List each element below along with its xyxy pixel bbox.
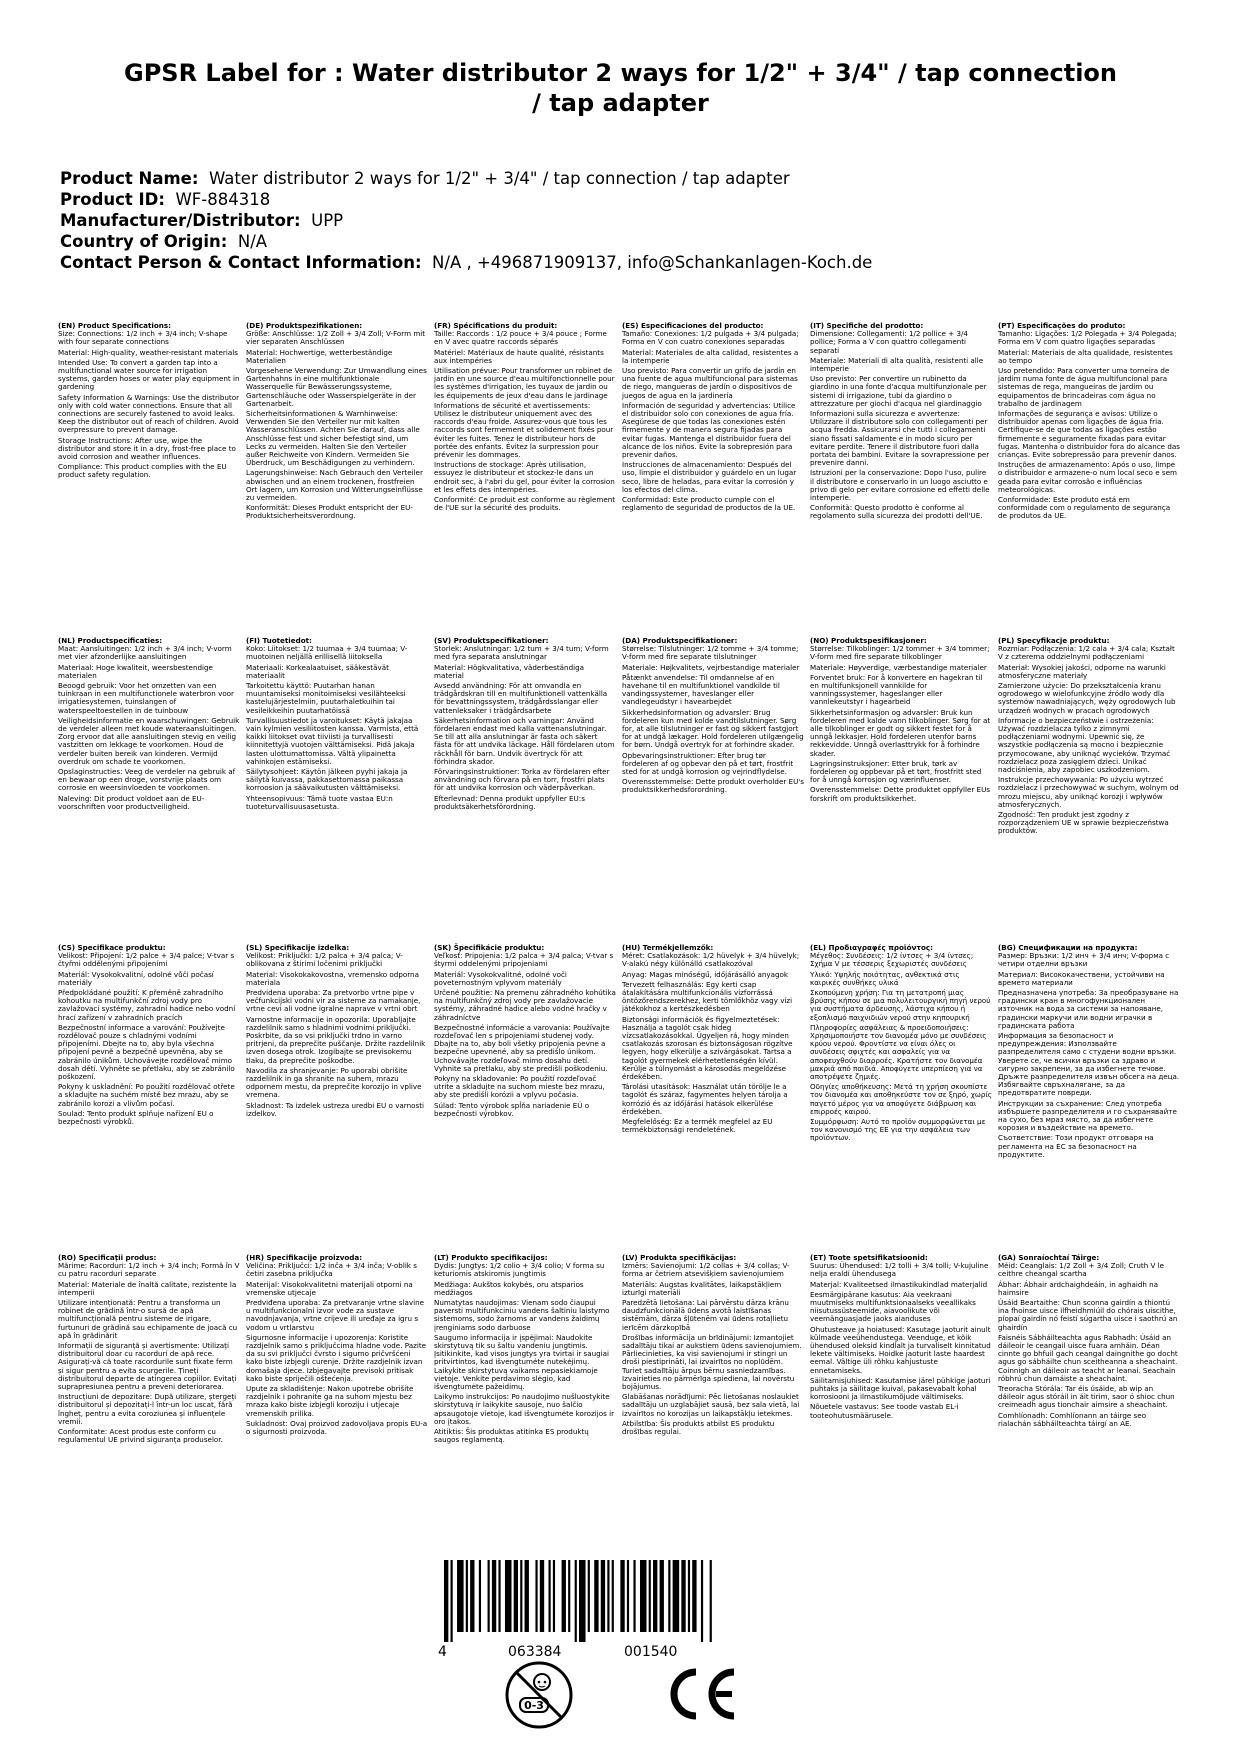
language-block-paragraph: Størrelse: Tilkoblinger: 1/2 tommer + 3/4 tommer; V-form med fire separate tilkoblinger bbox=[810, 644, 990, 662]
language-block-paragraph: Инструкции за съхранение: След употреба избършете разпределителя и го съхранявайте на сухо, без мраз място, за да избегнете корозия и въздействие на времето. bbox=[998, 1098, 1177, 1133]
language-block-paragraph: Paredzētā lietošana: Lai pārvērstu dārza krānu daudzfunkcionālā ūdens avotā laistīšanas sistēmām, dārza šļūtenēm vai ūdens rotaļlietu ierīcēm dārzkopībā bbox=[622, 1298, 789, 1332]
barcode-bar bbox=[466, 1560, 468, 1632]
language-block-paragraph: Megfelelőség: Ez a termék megfelel az EU termékbiztonsági rendeletének. bbox=[622, 1117, 773, 1135]
language-block-heading: (EL) Προδιαγραφές προϊόντος: bbox=[810, 943, 933, 952]
language-block-paragraph: Opbevaringsinstruktioner: Efter brug tør fordeleren af og opbevar den på et tørt, frostfrit sted for at undgå korrosion og vejrindflydelse. bbox=[622, 750, 794, 777]
language-block-paragraph: Navodila za shranjevanje: Po uporabi obrišite razdelilnik in ga shranite na suhem, mrazu odpornem mestu, da preprečite korozijo in vplive vremena. bbox=[246, 1065, 422, 1100]
language-block-paragraph: Velikost: Priključki: 1/2 palca + 3/4 palca; V-oblikovana z štirimi ločenimi priključki bbox=[246, 951, 403, 969]
barcode-bar bbox=[653, 1560, 657, 1632]
barcode-bar bbox=[470, 1560, 474, 1632]
language-block-paragraph: Intended Use: To convert a garden tap into a multifunctional water source for irrigation systems, garden hoses or water play equipment in gardening bbox=[58, 357, 240, 392]
language-block-paragraph: Glabāšanas norādījumi: Pēc lietošanas noslaukiet sadalītāju un uzglabājiet sausā, bez sala vietā, lai izvairītos no korozijas un laikapstākļu ietekmes. bbox=[622, 1392, 800, 1418]
language-block-paragraph: Instrucțiuni de depozitare: După utilizare, ștergeți distribuitorul și depozitați-l într-un loc uscat, fără îngheț, pentru a evita coroziunea și influențele vremii. bbox=[58, 1392, 237, 1426]
language-block-paragraph: Méid: Ceanglais: 1/2 Zoll + 3/4 Zoll; Cruth V le ceithre cheangal scartha bbox=[998, 1261, 1165, 1279]
product-id-row bbox=[60, 189, 1180, 210]
language-block-paragraph: Storage Instructions: After use, wipe the distributor and store it in a dry, frost-free place to avoid corrosion and weather influences. bbox=[58, 435, 236, 462]
contact-row bbox=[60, 252, 1180, 273]
language-block-heading: (LV) Produkta specifikācijas: bbox=[622, 1253, 737, 1262]
language-block-paragraph: Säilytysohjeet: Käytön jälkeen pyyhi jakaja ja säilytä kuivassa, pakkasettomassa paikassa korroosion ja säävaikutusten välttämiseksi. bbox=[246, 767, 408, 793]
language-block bbox=[622, 944, 810, 1161]
language-block-paragraph: Utilisation prévue: Pour transformer un robinet de jardin en une source d'eau multifonctionnelle pour les systèmes d'irrigation, les tuyaux de jardin ou les équipements de jeux d'eau dans le jardinage bbox=[434, 366, 615, 400]
language-block-paragraph: Predviđena uporaba: Za pretvaranje vrtne slavine u multifunkcionalni izvor vode za sustave navodnjavanja, vrtne crijeve ili uređaje za igru s vodom u vrtlarstvu bbox=[246, 1298, 424, 1332]
language-block bbox=[246, 944, 434, 1161]
language-block-paragraph: Treoracha Stórála: Tar éis úsáide, ab wip an dáileoir agus stóráil in áit tirim, saor ó shioc chun creimeadh agus tionchair aimsire a sheachaint. bbox=[998, 1384, 1175, 1410]
barcode-bar bbox=[701, 1560, 703, 1642]
language-block bbox=[998, 944, 1186, 1161]
language-block-paragraph: Materiał: Wysokiej jakości, odporne na warunki atmosferyczne materiały bbox=[998, 662, 1166, 680]
language-block-paragraph: Utilizare intenționată: Pentru a transforma un robinet de grădină într-o sursă de apă multifuncțională pentru sisteme de irigare, furtunuri de grădină sau echipamente de joacă cu apă în grădinărit bbox=[58, 1298, 238, 1340]
language-block-paragraph: Matériel: Matériaux de haute qualité, résistants aux intempéries bbox=[434, 347, 604, 365]
country-value: N/A bbox=[237, 232, 268, 251]
product-id-value: WF-884318 bbox=[175, 190, 271, 209]
language-block-heading: (CS) Specifikace produktu: bbox=[58, 943, 166, 952]
language-block-paragraph: Sicherheitsinformationen & Warnhinweise: Verwenden Sie den Verteiler nur mit kalten Wasseranschlüssen. Achten Sie darauf, dass alle Anschlüsse fest und sicher befestigt sind, um Lecks zu vermeiden. Halten Sie den Verteiler außer Reichweite von Kindern. Vermeiden Sie Überdruck, um Beschädigungen zu verhindern. bbox=[246, 409, 420, 468]
language-block-paragraph: Material: Högkvalitativa, väderbeständiga material bbox=[434, 662, 584, 680]
language-block bbox=[58, 944, 246, 1161]
language-block-paragraph: Eesmärgipärane kasutus: Aia veekraani muutmiseks multifunktsionaalseks veeallikaks niisutussüsteemide, aiavoolikute või veemänguasjade jaoks aianduses bbox=[810, 1289, 976, 1324]
language-block-paragraph: Size: Connections: 1/2 inch + 3/4 inch; V-shape with four separate connections bbox=[58, 329, 228, 347]
language-block-paragraph: Predvidena uporaba: Za pretvorbo vrtne pipe v večfunkcijski vodni vir za sisteme za namakanje, vrtne cevi ali vodne igralne naprave v vrtni obrt bbox=[246, 988, 421, 1014]
language-block-paragraph: Biztonsági információk és figyelmeztetések: Használja a tagolót csak hideg vízcsatlakozásokkal. Ügyeljen rá, hogy minden csatlakozás szorosan és biztonságosan rögzítve legyen, hogy elkerülje a szivárgásokat. Tartsa a tagolót gyermekek elérhetetlenségén kívül. Kerülje a túlnyomást a károsodás megelőzése érdekében. bbox=[622, 1014, 793, 1082]
barcode-bar bbox=[579, 1560, 586, 1642]
language-block-paragraph: Instrucciones de almacenamiento: Después del uso, limpie el distribuidor y guárdelo en un lugar seco, libre de heladas, para evitar la corrosión y los efectos del clima. bbox=[622, 460, 797, 494]
ce-mark-icon bbox=[666, 1666, 738, 1722]
language-block-paragraph: Säilitamisjuhised: Kasutamise järel pühkige jaoturi puhtaks ja säilitage kuival, pakasevabalt kohal korrosiooni ja ilmastikumõjude vältimiseks. bbox=[810, 1375, 991, 1402]
language-block-paragraph: Uso previsto: Per convertire un rubinetto da giardino in una fonte d'acqua multifunzionale per sistemi di irrigazione, tubi da giardino o attrezzature per giochi d'acqua nel giardinaggio bbox=[810, 374, 987, 408]
language-block-paragraph: Sikkerhetsinformasjon og advarsler: Bruk kun fordeleren med kalde vann tilkoblinger. Sørg for at alle tilkoblinger er godt og sikkert festet for å unngå lekkasjer. Hold fordeleren utenfor barns rekkevidde. Unngå overlasttrykk for å forhindre skader. bbox=[810, 707, 991, 758]
language-block-paragraph: Uso previsto: Para convertir un grifo de jardín en una fuente de agua multifuncional para sistemas de riego, mangueras de jardín o dispositivos de juegos de agua en la jardinería bbox=[622, 366, 798, 400]
language-row-1 bbox=[58, 322, 1186, 523]
svg-text:0-3: 0-3 bbox=[524, 1699, 544, 1712]
language-block-heading: (LT) Produkto specifikacijos: bbox=[434, 1253, 548, 1262]
language-block-paragraph: Nõuetele vastavus: See toode vastab EL-i tooteohutusmäärusele. bbox=[810, 1402, 959, 1420]
language-block-paragraph: Conformité: Ce produit est conforme au règlement de l'UE sur la sécurité des produits. bbox=[434, 495, 616, 513]
language-block-paragraph: Faisnéis Sábháilteachta agus Rabhadh: Úsáid an dáileoir le ceangail uisce fuara amháin. Déan cinnte go bhfuil gach ceangal daingnithe go docht agus go sábháilte chun sceitheanna a sheachaint. Coinnigh an dáileoir as teacht ar leanaí. Seachain róbhrú chun damáiste a sheachaint. bbox=[998, 1332, 1178, 1383]
language-block-paragraph: Συμμόρφωση: Αυτό το προϊόν συμμορφώνεται με τον κανονισμό της ΕΕ για την ασφάλεια των προϊόντων. bbox=[810, 1117, 986, 1143]
language-block bbox=[998, 322, 1186, 523]
barcode-bar bbox=[575, 1560, 577, 1642]
barcode-bar bbox=[640, 1560, 647, 1632]
language-block-paragraph: Informazioni sulla sicurezza e avvertenze: Utilizzare il distributore solo con collegamenti per acqua fredda. Assicurarsi che tutti i collegamenti siano fissati saldamente e in modo sicuro per evitare perdite. Tenere il distributore fuori dalla portata dei bambini. Evitare la sovrapressione per prevenire danni. bbox=[810, 409, 990, 468]
language-block-heading: (GA) Sonraíochtaí Táirge: bbox=[998, 1253, 1100, 1262]
barcode-bar bbox=[627, 1560, 629, 1632]
language-block-paragraph: Medžiaga: Aukštos kokybės, oru atsparios medžiagos bbox=[434, 1279, 584, 1297]
language-block-paragraph: Πληροφορίες ασφάλειας & προειδοποιήσεις: Χρησιμοποιήστε τον διανομέα μόνο με συνδέσεις κρύου νερού. Φροντίστε να είναι όλες οι συνδέσεις σφιχτές και ασφαλείς για να αποφευχθούν διαρροές. Κρατήστε τον διανομέα μακριά από παιδιά. Αποφύγετε υπερπίεση για να αποτρέψετε ζημιές. bbox=[810, 1022, 987, 1082]
language-block-heading: (PL) Specyfikacje produktu: bbox=[998, 636, 1110, 645]
barcode-bar bbox=[607, 1560, 609, 1632]
language-block-paragraph: Pokyny k uskladnění: Po použití rozdělovač otřete a skladujte na suchém místě bez mrazu, aby se zabránilo korozi a vlivům počasí. bbox=[58, 1082, 235, 1108]
barcode-digits-left: 063384 bbox=[508, 1644, 562, 1660]
language-block-paragraph: Sigurnosne informacije i upozorenja: Koristite razdjelnik samo s priključcima hladne vode. Pazite da su svi priključci čvrsto i sigurno pričvršćeni kako biste izbjegli curenje. Držite razdjelnik izvan domašaja djece. Izbjegavajte previsoki pritisak kako biste spriječili oštećenja. bbox=[246, 1332, 427, 1383]
language-block-paragraph: Suurus: Ühendused: 1/2 tolli + 3/4 tolli; V-kujuline nelja eraldi ühendusega bbox=[810, 1261, 989, 1279]
language-block bbox=[434, 1254, 622, 1446]
language-block-paragraph: Maat: Aansluitingen: 1/2 inch + 3/4 inch; V-vorm met vier afzonderlijke aansluitingen bbox=[58, 644, 232, 662]
language-block-heading: (ES) Especificaciones del producto: bbox=[622, 321, 764, 330]
language-block bbox=[246, 1254, 434, 1446]
language-row-3 bbox=[58, 944, 1186, 1161]
language-block-heading: (FI) Tuotetiedot: bbox=[246, 636, 312, 645]
language-block-heading: (HU) Termékjellemzők: bbox=[622, 943, 714, 952]
language-block-paragraph: Informacje o bezpieczeństwie i ostrzeżenia: Używać rozdzielacza tylko z zimnymi podłączeniami wodnymi. Upewnić się, że wszystkie podłączenia są mocno i bezpiecznie przymocowane, aby uniknąć wycieków. Trzymać rozdzielacz poza zasięgiem dzieci. Unikać nadciśnienia, aby zapobiec uszkodzeniom. bbox=[998, 715, 1171, 775]
language-block-heading: (DA) Produktspecifikationer: bbox=[622, 636, 738, 645]
language-block-paragraph: Conformità: Questo prodotto è conforme al regolamento sulla sicurezza dei prodotti dell'UE. bbox=[810, 503, 983, 521]
barcode-bar bbox=[451, 1560, 453, 1642]
language-block-paragraph: Größe: Anschlüsse: 1/2 Zoll + 3/4 Zoll; V-Form mit vier separaten Anschlüssen bbox=[246, 329, 426, 347]
language-block-paragraph: Instruções de armazenamento: Após o uso, limpe o distribuidor e armazene-o num local seco e sem geada para evitar corrosão e influências meteorológicas. bbox=[998, 460, 1177, 494]
language-block-paragraph: Veiligheidsinformatie en waarschuwingen: Gebruik de verdeler alleen met koude wateraansluitingen. Zorg ervoor dat alle aansluitingen stevig en veilig vastzitten om lekkage te voorkomen. Houd de verdeler buiten bereik van kinderen. Vermijd overdruk om schade te voorkomen. bbox=[58, 715, 240, 766]
language-block-paragraph: Předpokládané použití: K přeměně zahradního kohoutku na multifunkční zdroj vody pro zavlažovací systémy, zahradní hadice nebo vodní hrací zařízení v zahradních pracích bbox=[58, 988, 236, 1022]
language-block-paragraph: Bezpečnostné informácie a varovania: Používajte rozdeľovač len s pripojeniami studenej vody. Dbajte na to, aby boli všetky pripojenia pevne a bezpečne upevnené, aby sa predišlo únikom. Uchovávajte rozdeľovač mimo dosahu detí. Vyhnite sa pretlaku, aby ste predišli poškodeniu. bbox=[434, 1022, 610, 1073]
language-block-paragraph: Overensstemmelse: Dette produktet oppfyller EUs forskrift om produktsikkerhet. bbox=[810, 785, 991, 803]
language-block-paragraph: Materiale: Høyverdige, værbestandige materialer bbox=[810, 662, 987, 672]
language-block-paragraph: Skladnost: Ta izdelek ustreza uredbi EU o varnosti izdelkov. bbox=[246, 1100, 424, 1118]
language-block-heading: (ET) Toote spetsifikatsioonid: bbox=[810, 1253, 928, 1262]
barcode-bar bbox=[498, 1560, 500, 1632]
language-block-paragraph: Sukladnost: Ovaj proizvod zadovoljava propis EU-a o sigurnosti proizvoda. bbox=[246, 1418, 428, 1437]
language-block bbox=[810, 322, 998, 523]
language-block-paragraph: Saugumo informacija ir įspėjimai: Naudokite skirstytuvą tik su šaltu vandeniu jungtimis. Įsitikinkite, kad visos jungtys yra tvirtai ir saugiai pritvirtintos, kad išvengtumėte nutekėjimų. Laikykite skirstytuvą vaikams nepasiekiamoje vietoje. Venkite perdavimo slėgio, kad išvengtumėte pažeidimų. bbox=[434, 1332, 610, 1392]
language-block-paragraph: Dimensione: Collegamenti: 1/2 pollice + 3/4 pollice; Forma a V con quattro collegamenti separati bbox=[810, 329, 968, 355]
language-block-heading: (SV) Produktspecifikationer: bbox=[434, 636, 549, 645]
language-block-paragraph: Conformidad: Este producto cumple con el reglamento de seguridad de productos de la UE. bbox=[622, 495, 796, 513]
language-block-paragraph: Размер: Връзки: 1/2 инч + 3/4 инч; V-форма с четири отделни връзки bbox=[998, 951, 1170, 969]
language-block-heading: (EN) Product Specifications: bbox=[58, 321, 171, 330]
language-block-paragraph: Förvaringsinstruktioner: Torka av fördelaren efter användning och förvara på en torr, frostfri plats för att undvika korrosion och väderpåverkan. bbox=[434, 767, 610, 793]
page-title: GPSR Label for : Water distributor 2 ways for 1/2" + 3/4" / tap connection / tap adapter bbox=[124, 59, 1117, 117]
language-block-heading: (FR) Spécifications du produit: bbox=[434, 321, 558, 330]
language-block-paragraph: Numatytas naudojimas: Vienam sodo čiaupui paversti multifunkciniu vandens šaltiniu laistymo sistemoms, sodo žarnoms ar vandens žaidimų įrenginiams sodo darbuose bbox=[434, 1298, 610, 1332]
product-info bbox=[60, 168, 1180, 273]
barcode-bar bbox=[488, 1560, 490, 1632]
language-block-paragraph: Uso pretendido: Para converter uma torneira de jardim numa fonte de água multifuncional para sistemas de rega, mangueiras de jardim ou equipamentos de brincadeiras com água no trabalho de jardinagem bbox=[998, 366, 1170, 408]
language-block-paragraph: Určené použitie: Na premenu záhradného kohútika na multifunkčný zdroj vody pre zavlažovacie systémy, záhradné hadice alebo vodné hračky v záhradníctve bbox=[434, 988, 616, 1022]
barcode-bar bbox=[588, 1560, 590, 1632]
barcode-bar bbox=[457, 1560, 464, 1632]
language-block-paragraph: Material: Materiais de alta qualidade, resistentes ao tempo bbox=[998, 347, 1173, 365]
language-block-heading: (NL) Productspecificaties: bbox=[58, 636, 163, 645]
barcode-bar bbox=[492, 1560, 496, 1632]
language-block-paragraph: Informații de siguranță și avertismente: Utilizați distribuitorul doar cu racorduri de apă rece. Asigurați-vă că toate racordurile sunt fixate ferm și sigur pentru a evita scurgerile. Țineți distribuitorul departe de atingerea copiilor. Evitați suprapresiunea pentru a preveni deteriorarea. bbox=[58, 1341, 237, 1392]
barcode-bar bbox=[668, 1560, 670, 1632]
language-block-paragraph: Turvallisuustiedot ja varoitukset: Käytä jakajaa vain kylmien vesiliitosten kanssa. Varmista, että kaikki liitokset ovat tiiviisti ja turvallisesti kiinnitettyjä vuotojen välttämiseksi. Pidä jakaja lasten ulottumattomissa. Vältä ylipainetta vahinkojen estämiseksi. bbox=[246, 715, 419, 766]
language-block-paragraph: Drošības informācija un brīdinājumi: Izmantojiet sadalītāju tikai ar aukstiem ūdens savienojumiem. Pārliecinieties, ka visi savienojumi ir stingri un droši piestiprināti, lai izvairītos no noplūdēm. Turiet sadalītāju ārpus bērnu sasniedzamības. Izvairieties no pārmērīga spiediena, lai novērstu bojājumus. bbox=[622, 1332, 802, 1392]
language-block-paragraph: Taille: Raccords : 1/2 pouce + 3/4 pouce ; Forme en V avec quatre raccords séparés bbox=[434, 329, 607, 347]
language-block-paragraph: Información de seguridad y advertencias: Utilice el distribuidor solo con conexiones de agua fría. Asegúrese de que todas las conexiones estén firmemente y de manera segura fijadas para evitar fugas. Mantenga el distribuidor fuera del alcance de los niños. Evite la sobrepresión para prevenir daños. bbox=[622, 400, 796, 460]
barcode-bar bbox=[520, 1560, 522, 1632]
language-block-paragraph: Tárolási utasítások: Használat után törölje le a tagolót és száraz, fagymentes helyen tárolja a korrózió és az időjárási hatások elkerülése érdekében. bbox=[622, 1082, 788, 1116]
language-block-paragraph: Υλικό: Υψηλής ποιότητας, ανθεκτικά στις καιρικές συνθήκες υλικά bbox=[810, 969, 960, 987]
language-block-paragraph: Material: Visokokakovostna, vremensko odporna materiala bbox=[246, 969, 419, 987]
language-block-paragraph: Material: Materiales de alta calidad, resistentes a la intemperie bbox=[622, 347, 799, 365]
language-row-2 bbox=[58, 637, 1186, 838]
language-block-paragraph: Съответствие: Този продукт отговаря на регламента на ЕС за безопасност на продуктите. bbox=[998, 1133, 1154, 1159]
language-row-4 bbox=[58, 1254, 1186, 1446]
language-block bbox=[998, 1254, 1186, 1446]
language-block-paragraph: Forventet bruk: For å konvertere en hagekran til en multifunksjonell vannkilde for vanningssystemer, hageslanger eller vannlekeutstyr i hagearbeid bbox=[810, 672, 983, 707]
product-name-value: Water distributor 2 ways for 1/2" + 3/4" / tap connection / tap adapter bbox=[208, 169, 790, 188]
barcode-bar bbox=[688, 1560, 690, 1632]
language-block-paragraph: Comhlíonadh: Comhlíonann an táirge seo rialachán sábháilteachta táirgí an AE. bbox=[998, 1410, 1147, 1428]
language-block bbox=[622, 1254, 810, 1446]
language-block-paragraph: Material: Materiale de înaltă calitate, rezistente la intemperii bbox=[58, 1279, 237, 1297]
language-block-heading: (HR) Specifikacije proizvoda: bbox=[246, 1253, 363, 1262]
language-block bbox=[434, 322, 622, 523]
barcode-bar bbox=[549, 1560, 551, 1632]
language-block-paragraph: Μέγεθος: Συνδέσεις: 1/2 ίντσες + 3/4 ίντσες; Σχήμα V με τέσσερις ξεχωριστές συνδέσεις bbox=[810, 951, 974, 969]
language-block-paragraph: Påtænkt anvendelse: Til omdannelse af en havehane til en multifunktionel vandkilde til vandingssystemer, haveslanger eller vandlegeudstyr i havearbejdet bbox=[622, 672, 780, 707]
language-block-heading: (NO) Produktspesifikasjoner: bbox=[810, 636, 927, 645]
language-block-paragraph: Varnostne informacije in opozorila: Uporabljajte razdelilnik samo s hladnimi vodnimi priključki. Poskrbite, da so vsi priključki trdno in varno pritrjeni, da preprečite puščanje. Držite razdelilnik izven dosega otrok. Izogibajte se previsokemu tlaku, da preprečite poškodbe. bbox=[246, 1014, 426, 1065]
product-name-label: Product Name: bbox=[60, 169, 199, 188]
language-block-paragraph: Avsedd användning: För att omvandla en trädgårdskran till en multifunktionell vattenkälla för bevattningssystem, trädgårdsslangar eller vattenleksaker i trädgårdsarbete bbox=[434, 681, 608, 715]
language-block-paragraph: Materjal: Kvaliteetsed ilmastikukindlad materjalid bbox=[810, 1279, 988, 1289]
barcode-bar bbox=[660, 1560, 664, 1632]
language-block-paragraph: Safety Information & Warnings: Use the distributor only with cold water connections. Ensure that all connections are securely fastened to avoid leaks. Keep the distributor out of reach of children. Avoid overpressure to prevent damage. bbox=[58, 392, 240, 435]
barcode-bar bbox=[444, 1560, 448, 1642]
language-block bbox=[434, 637, 622, 838]
language-block-paragraph: Súlad: Tento výrobok spĺňa nariadenie EÚ o bezpečnosti výrobkov. bbox=[434, 1100, 590, 1118]
barcode-bar bbox=[540, 1560, 544, 1632]
language-block-paragraph: Vorgesehene Verwendung: Zur Umwandlung eines Gartenhahns in eine multifunktionale Wasserquelle für Bewässerungssysteme, Gartenschläuche oder Wasserspielgeräte in der Gartenarbeit. bbox=[246, 366, 427, 408]
barcode-bar bbox=[692, 1560, 696, 1632]
language-block-heading: (SK) Špecifikácie produktu: bbox=[434, 943, 545, 952]
barcode-bar bbox=[673, 1560, 680, 1632]
language-block-paragraph: Lagerungshinweise: Nach Gebrauch den Verteiler abwischen und an einem trockenen, frostfreien Ort lagern, um Korrosion und Witterungseinflüsse zu vermeiden. bbox=[246, 468, 423, 503]
language-block bbox=[810, 944, 998, 1161]
language-block-paragraph: Material: Hochwertige, wetterbeständige Materialien bbox=[246, 347, 393, 365]
language-block-paragraph: Materiaal: Hoge kwaliteit, weersbestendige materialen bbox=[58, 662, 213, 680]
language-block-paragraph: Upute za skladištenje: Nakon upotrebe obrišite razdjelnik i pohranite ga na suhom mjestu bez mraza kako biste izbjegli koroziju i utjecaje vremenskih prilika. bbox=[246, 1384, 414, 1418]
language-block-paragraph: Pokyny na skladovanie: Po použití rozdeľovač utrite a skladujte na suchom mieste bez mrazu, aby ste predišli korózii a vplyvu počasia. bbox=[434, 1074, 605, 1100]
language-block-paragraph: Materiāls: Augstas kvalitātes, laikapstākļiem izturīgi materiāli bbox=[622, 1279, 782, 1297]
language-block-heading: (SL) Specifikacije izdelka: bbox=[246, 943, 350, 952]
language-block-paragraph: Materiale: Materiali di alta qualità, resistenti alle intemperie bbox=[810, 355, 984, 374]
language-block-paragraph: Materiál: Vysokokvalitné, odolné voči poveternostným vplyvom materiály bbox=[434, 969, 567, 987]
language-block-paragraph: Anyag: Magas minőségű, időjárásálló anyagok bbox=[622, 969, 788, 979]
barcode bbox=[444, 1560, 714, 1642]
language-block-paragraph: Dydis: Jungtys: 1/2 colio + 3/4 colio; V forma su keturiomis atskiromis jungtimis bbox=[434, 1261, 605, 1279]
age-0-3-warning-icon bbox=[504, 1660, 574, 1730]
contact-label: Contact Person & Contact Information: bbox=[60, 253, 422, 272]
language-block-heading: (DE) Produktspezifikationen: bbox=[246, 321, 363, 330]
language-block bbox=[810, 637, 998, 838]
language-block-paragraph: Tarkoitettu käyttö: Puutarhan hanan muuntamiseksi monitoimiseksi vesilähteeksi kastelujärjestelmiin, puutarhaletkuihin tai vesileikkeihin puutarhatöissä bbox=[246, 681, 406, 715]
language-block-paragraph: Koko: Liitokset: 1/2 tuumaa + 3/4 tuumaa; V-muotoinen neljällä erillisellä liitoksella bbox=[246, 644, 408, 662]
language-block-paragraph: Velikost: Připojení: 1/2 palce + 3/4 palce; V-tvar s čtyřmi oddělenými připojeními bbox=[58, 951, 235, 969]
language-block-paragraph: Úsáid Beartaithe: Chun sconna gairdín a thiontú ina fhoinse uisce ilfheidhmiúil do chórais uiscithe, píopaí gairdín nó feistí súgartha uisce i saothrú an ghairdín bbox=[998, 1298, 1178, 1332]
language-block-paragraph: Säkerhetsinformation och varningar: Använd fördelaren endast med kalla vattenanslutningar. Se till att alla anslutningar är fasta och säkert fästa för att undvika läckage. Håll fördelaren utom räckhåll för barn. Undvik övertryck för att förhindra skador. bbox=[434, 715, 615, 766]
language-block-paragraph: Informações de segurança e avisos: Utilize o distribuidor apenas com ligações de água fria. Certifique-se de que todas as ligações estão firmemente e seguramente fixadas para evitar fugas. Mantenha o distribuidor fora do alcance das crianças. Evite sobrepressão para prevenir danos. bbox=[998, 409, 1180, 460]
language-block-paragraph: Ohutusteave ja hoiatused: Kasutage jaoturit ainult külmade veeühendustega. Veenduge, et kõik ühendused oleksid kindlalt ja turvaliselt kinnitatud lekete vältimiseks. Hoidke jaoturit laste haardest eemal. Vältige üli rõhku kahjustuste ennetamiseks. bbox=[810, 1324, 991, 1375]
language-block-paragraph: Opslaginstructies: Veeg de verdeler na gebruik af en bewaar op een droge, vorstvrije plaats om corrosie en weersinvloeden te voorkomen. bbox=[58, 767, 236, 793]
barcode-bar bbox=[620, 1560, 624, 1632]
barcode-bar bbox=[535, 1560, 537, 1632]
language-block-paragraph: Materiale: Højkvalitets, vejrbestandige materialer bbox=[622, 662, 800, 672]
language-block-paragraph: Atbilstība: Šis produkts atbilst ES produktu drošības regulai. bbox=[622, 1418, 775, 1437]
language-block-paragraph: Rozmiar: Podłączenia: 1/2 cala + 3/4 cala; Kształt V z czterema oddzielnymi podłączeniami bbox=[998, 644, 1175, 662]
language-block-paragraph: Conformidade: Este produto está em conformidade com o regulamento de segurança de produtos da UE. bbox=[998, 495, 1171, 521]
language-block bbox=[58, 1254, 246, 1446]
language-block bbox=[810, 1254, 998, 1446]
language-block-paragraph: Material: High-quality, weather-resistant materials bbox=[58, 347, 238, 357]
language-block-paragraph: Ábhar: Ábhair ardchaighdeáin, in aghaidh na haimsire bbox=[998, 1279, 1159, 1297]
language-block-paragraph: Mărime: Racorduri: 1/2 inch + 3/4 inch; Formă în V cu patru racorduri separate bbox=[58, 1261, 240, 1279]
language-block-heading: (PT) Especificações do produto: bbox=[998, 321, 1126, 330]
language-block-paragraph: Предназначена употреба: За преобразуване на градински кран в многофункционален източник на вода за системи за напояване, градински маркучи или водни играчки в градинската работа bbox=[998, 988, 1179, 1030]
language-block-paragraph: Veľkosť: Pripojenia: 1/2 palca + 3/4 palca; V-tvar s štyrmi oddelenými pripojeniami bbox=[434, 951, 614, 969]
language-block-paragraph: Tamaño: Conexiones: 1/2 pulgada + 3/4 pulgada; Forma en V con cuatro conexiones separadas bbox=[622, 329, 799, 347]
barcode-digits-right: 001540 bbox=[624, 1644, 678, 1660]
language-block-paragraph: Atitiktis: Šis produktas atitinka ES produktų saugos reglamentą. bbox=[434, 1427, 589, 1445]
language-block-paragraph: Naleving: Dit product voldoet aan de EU-voorschriften voor productveiligheid. bbox=[58, 793, 205, 811]
product-name-row bbox=[60, 168, 1180, 189]
language-block-paragraph: Overensstemmelse: Dette produkt overholder EU's produktsikkerhedsforordning. bbox=[622, 777, 804, 795]
language-block-paragraph: Οδηγίες αποθήκευσης: Μετά τη χρήση σκουπίστε τον διανομέα και αποθηκεύστε τον σε ξηρό, χωρίς παγετό μέρος για να αποφύγετε διάβρωση και επιρροές καιρού. bbox=[810, 1082, 992, 1116]
language-block-paragraph: Lagringsinstruksjoner: Etter bruk, tørk av fordeleren og oppbevar på et tørt, frostfritt sted for å unngå korrosjon og værinfluenser. bbox=[810, 758, 982, 785]
language-block bbox=[622, 322, 810, 523]
language-block-paragraph: Størrelse: Tilslutninger: 1/2 tomme + 3/4 tomme; V-form med fire separate tilslutninger bbox=[622, 644, 799, 662]
language-block-paragraph: Informations de sécurité et avertissements: Utilisez le distributeur uniquement avec des raccords d'eau froide. Assurez-vous que tous les raccords sont fermement et solidement fixés pour éviter les fuites. Tenez le distributeur hors de portée des enfants. Évitez la surpression pour prévenir les dommages. bbox=[434, 400, 614, 460]
language-block-paragraph: Zgodność: Ten produkt jest zgodny z rozporządzeniem UE w sprawie bezpieczeństwa produktów. bbox=[998, 810, 1169, 836]
manufacturer-label: Manufacturer/Distributor: bbox=[60, 211, 301, 230]
language-block bbox=[434, 944, 622, 1161]
language-block-paragraph: Izmērs: Savienojumi: 1/2 collas + 3/4 collas; V-forma ar četriem atsevišķiem savienojumiem bbox=[622, 1261, 790, 1279]
language-block-paragraph: Tervezett felhasználás: Egy kerti csap átalakítására multifunkcionális vízforrássá öntözőrendszerekhez, kerti tömlőkhöz vagy vízi játékokhoz a kertészkedésben bbox=[622, 979, 793, 1014]
language-block-paragraph: Materiál: Vysokokvalitní, odolné vůči počasí materiály bbox=[58, 969, 214, 987]
language-block bbox=[622, 637, 810, 838]
language-block-paragraph: Beoogd gebruik: Voor het omzetten van een tuinkraan in een multifunctionele waterbron voor irrigatiesystemen, tuinslangen of waterspeeltoestellen in de tuinbouw bbox=[58, 681, 234, 715]
language-block-paragraph: Conformitate: Acest produs este conform cu regulamentul UE privind siguranța produselor. bbox=[58, 1427, 223, 1445]
language-block-paragraph: Veličina: Priključci: 1/2 inča + 3/4 inča; V-oblik s četiri zasebna priključka bbox=[246, 1261, 417, 1279]
contact-value: N/A , +496871909137, info@Schankanlagen-Koch.de bbox=[432, 253, 873, 272]
language-block bbox=[998, 637, 1186, 838]
language-block-paragraph: Zamierzone użycie: Do przekształcenia kranu ogrodowego w wielofunkcyjne źródło wody dla systemów nawadniających, węży ogrodowych lub urządzeń wodnych w pracach ogrodowych bbox=[998, 681, 1176, 715]
language-block-paragraph: Sikkerhedsinformation og advarsler: Brug fordeleren kun med kolde vandtilslutninger. Sørg for, at alle tilslutninger er fast og sikkert fastgjort for at undgå lækager. Hold fordeleren utilgængelig for børn. Undgå overtryk for at forhindre skader. bbox=[622, 707, 804, 750]
manufacturer-row bbox=[60, 210, 1180, 231]
barcode-bar bbox=[601, 1560, 605, 1632]
language-block-paragraph: Méret: Csatlakozások: 1/2 hüvelyk + 3/4 hüvelyk; V-alakú négy különálló csatlakozóval bbox=[622, 951, 800, 969]
language-block-heading: (BG) Спецификации на продукта: bbox=[998, 943, 1138, 952]
language-block-paragraph: Σκοπούμενη χρήση: Για τη μετατροπή μιας βρύσης κήπου σε μια πολυλειτουργική πηγή νερού για συστήματα άρδευσης, λάστιχα κήπου ή εξοπλισμό παιχνιδιών νερού στην κηπουρική bbox=[810, 988, 991, 1022]
language-block-paragraph: Материал: Висококачествени, устойчиви на времето материали bbox=[998, 969, 1165, 987]
barcode-bar bbox=[562, 1560, 566, 1632]
language-block-paragraph: Efterlevnad: Denna produkt uppfyller EU:s produktsäkerhetsförordning. bbox=[434, 793, 585, 811]
language-block-paragraph: Soulad: Tento produkt splňuje nařízení EU o bezpečnosti výrobků. bbox=[58, 1108, 214, 1127]
barcode-bar bbox=[633, 1560, 635, 1632]
barcode-bar bbox=[514, 1560, 518, 1632]
language-block-paragraph: Instrukcje przechowywania: Po użyciu wytrzeć rozdzielacz i przechowywać w suchym, wolnym od mrozu miejscu, aby uniknąć korozji i wpływów atmosferycznych. bbox=[998, 775, 1179, 809]
language-block-heading: (IT) Specifiche del prodotto: bbox=[810, 321, 924, 330]
language-block-paragraph: Instructions de stockage: Après utilisation, essuyez le distributeur et stockez-le dans un endroit sec, à l'abri du gel, pour éviter la corrosion et les effets des intempéries. bbox=[434, 460, 615, 494]
language-block bbox=[58, 637, 246, 838]
language-block-paragraph: Konformität: Dieses Produkt entspricht der EU-Produktsicherheitsverordnung. bbox=[246, 503, 413, 521]
language-block-paragraph: Laikymo instrukcijos: Po naudojimo nušluostykite skirstytuvą ir laikykite sausoje, nuo šalčio apsaugotoje vietoje, kad išvengtumėte korozijos ir oro įtakos. bbox=[434, 1392, 615, 1426]
language-block-paragraph: Bezpečnostní informace a varování: Používejte rozdělovač pouze s chladnými vodními připojeními. Dbejte na to, aby byla všechna připojení pevně a bezpečně upevněna, aby se zabránilo únikům. Uchovávejte rozdělovač mimo dosah dětí. Vyhněte se přetlaku, aby se zabránilo poškození. bbox=[58, 1022, 235, 1082]
barcode-bar bbox=[681, 1560, 685, 1632]
country-row bbox=[60, 231, 1180, 252]
language-block-paragraph: Yhteensopivuus: Tämä tuote vastaa EU:n tuoteturvallisuusasetusta. bbox=[246, 793, 393, 811]
barcode-bar bbox=[649, 1560, 651, 1632]
product-id-label: Product ID: bbox=[60, 190, 165, 209]
language-block-heading: (RO) Specificații produs: bbox=[58, 1253, 157, 1262]
barcode-bar bbox=[568, 1560, 570, 1632]
barcode-bar bbox=[553, 1560, 555, 1632]
language-block-paragraph: Materiaali: Korkealaatuiset, sääkestävät materiaalit bbox=[246, 662, 389, 680]
language-block bbox=[58, 322, 246, 523]
language-block-paragraph: Materijal: Visokokvalitetni materijali otporni na vremenske utjecaje bbox=[246, 1279, 413, 1297]
language-block bbox=[246, 322, 434, 523]
barcode-digit-first: 4 bbox=[438, 1644, 447, 1660]
language-block bbox=[246, 637, 434, 838]
manufacturer-value: UPP bbox=[311, 211, 344, 230]
language-block-paragraph: Информация за безопасност и предупреждения: Използвайте разпределителя само с студени водни връзки. Уверете се, че всички връзки са здраво и сигурно закрепени, за да избегнете течове. Дръжте разпределителя извън обсега на деца. Избягвайте свръхналягане, за да предотвратите повреди. bbox=[998, 1031, 1180, 1098]
language-block-paragraph: Istruzioni per la conservazione: Dopo l'uso, pulire il distributore e conservarlo in un luogo asciutto e privo di gelo per evitare corrosione ed effetti delle intemperie. bbox=[810, 468, 990, 503]
barcode-bar bbox=[612, 1560, 614, 1632]
language-block-paragraph: Storlek: Anslutningar: 1/2 tum + 3/4 tum; V-form med fyra separata anslutningar bbox=[434, 644, 609, 662]
barcode-bar bbox=[594, 1560, 598, 1632]
barcode-bar bbox=[525, 1560, 529, 1632]
barcode-bar bbox=[479, 1560, 481, 1632]
country-label: Country of Origin: bbox=[60, 232, 228, 251]
barcode-bar bbox=[505, 1560, 512, 1632]
language-block-paragraph: Tamanho: Ligações: 1/2 Polegada + 3/4 Polegada; Forma em V com quatro ligações separadas bbox=[998, 329, 1177, 347]
barcode-bar bbox=[710, 1560, 712, 1642]
language-block-paragraph: Compliance: This product complies with the EU product safety regulation. bbox=[58, 462, 227, 480]
